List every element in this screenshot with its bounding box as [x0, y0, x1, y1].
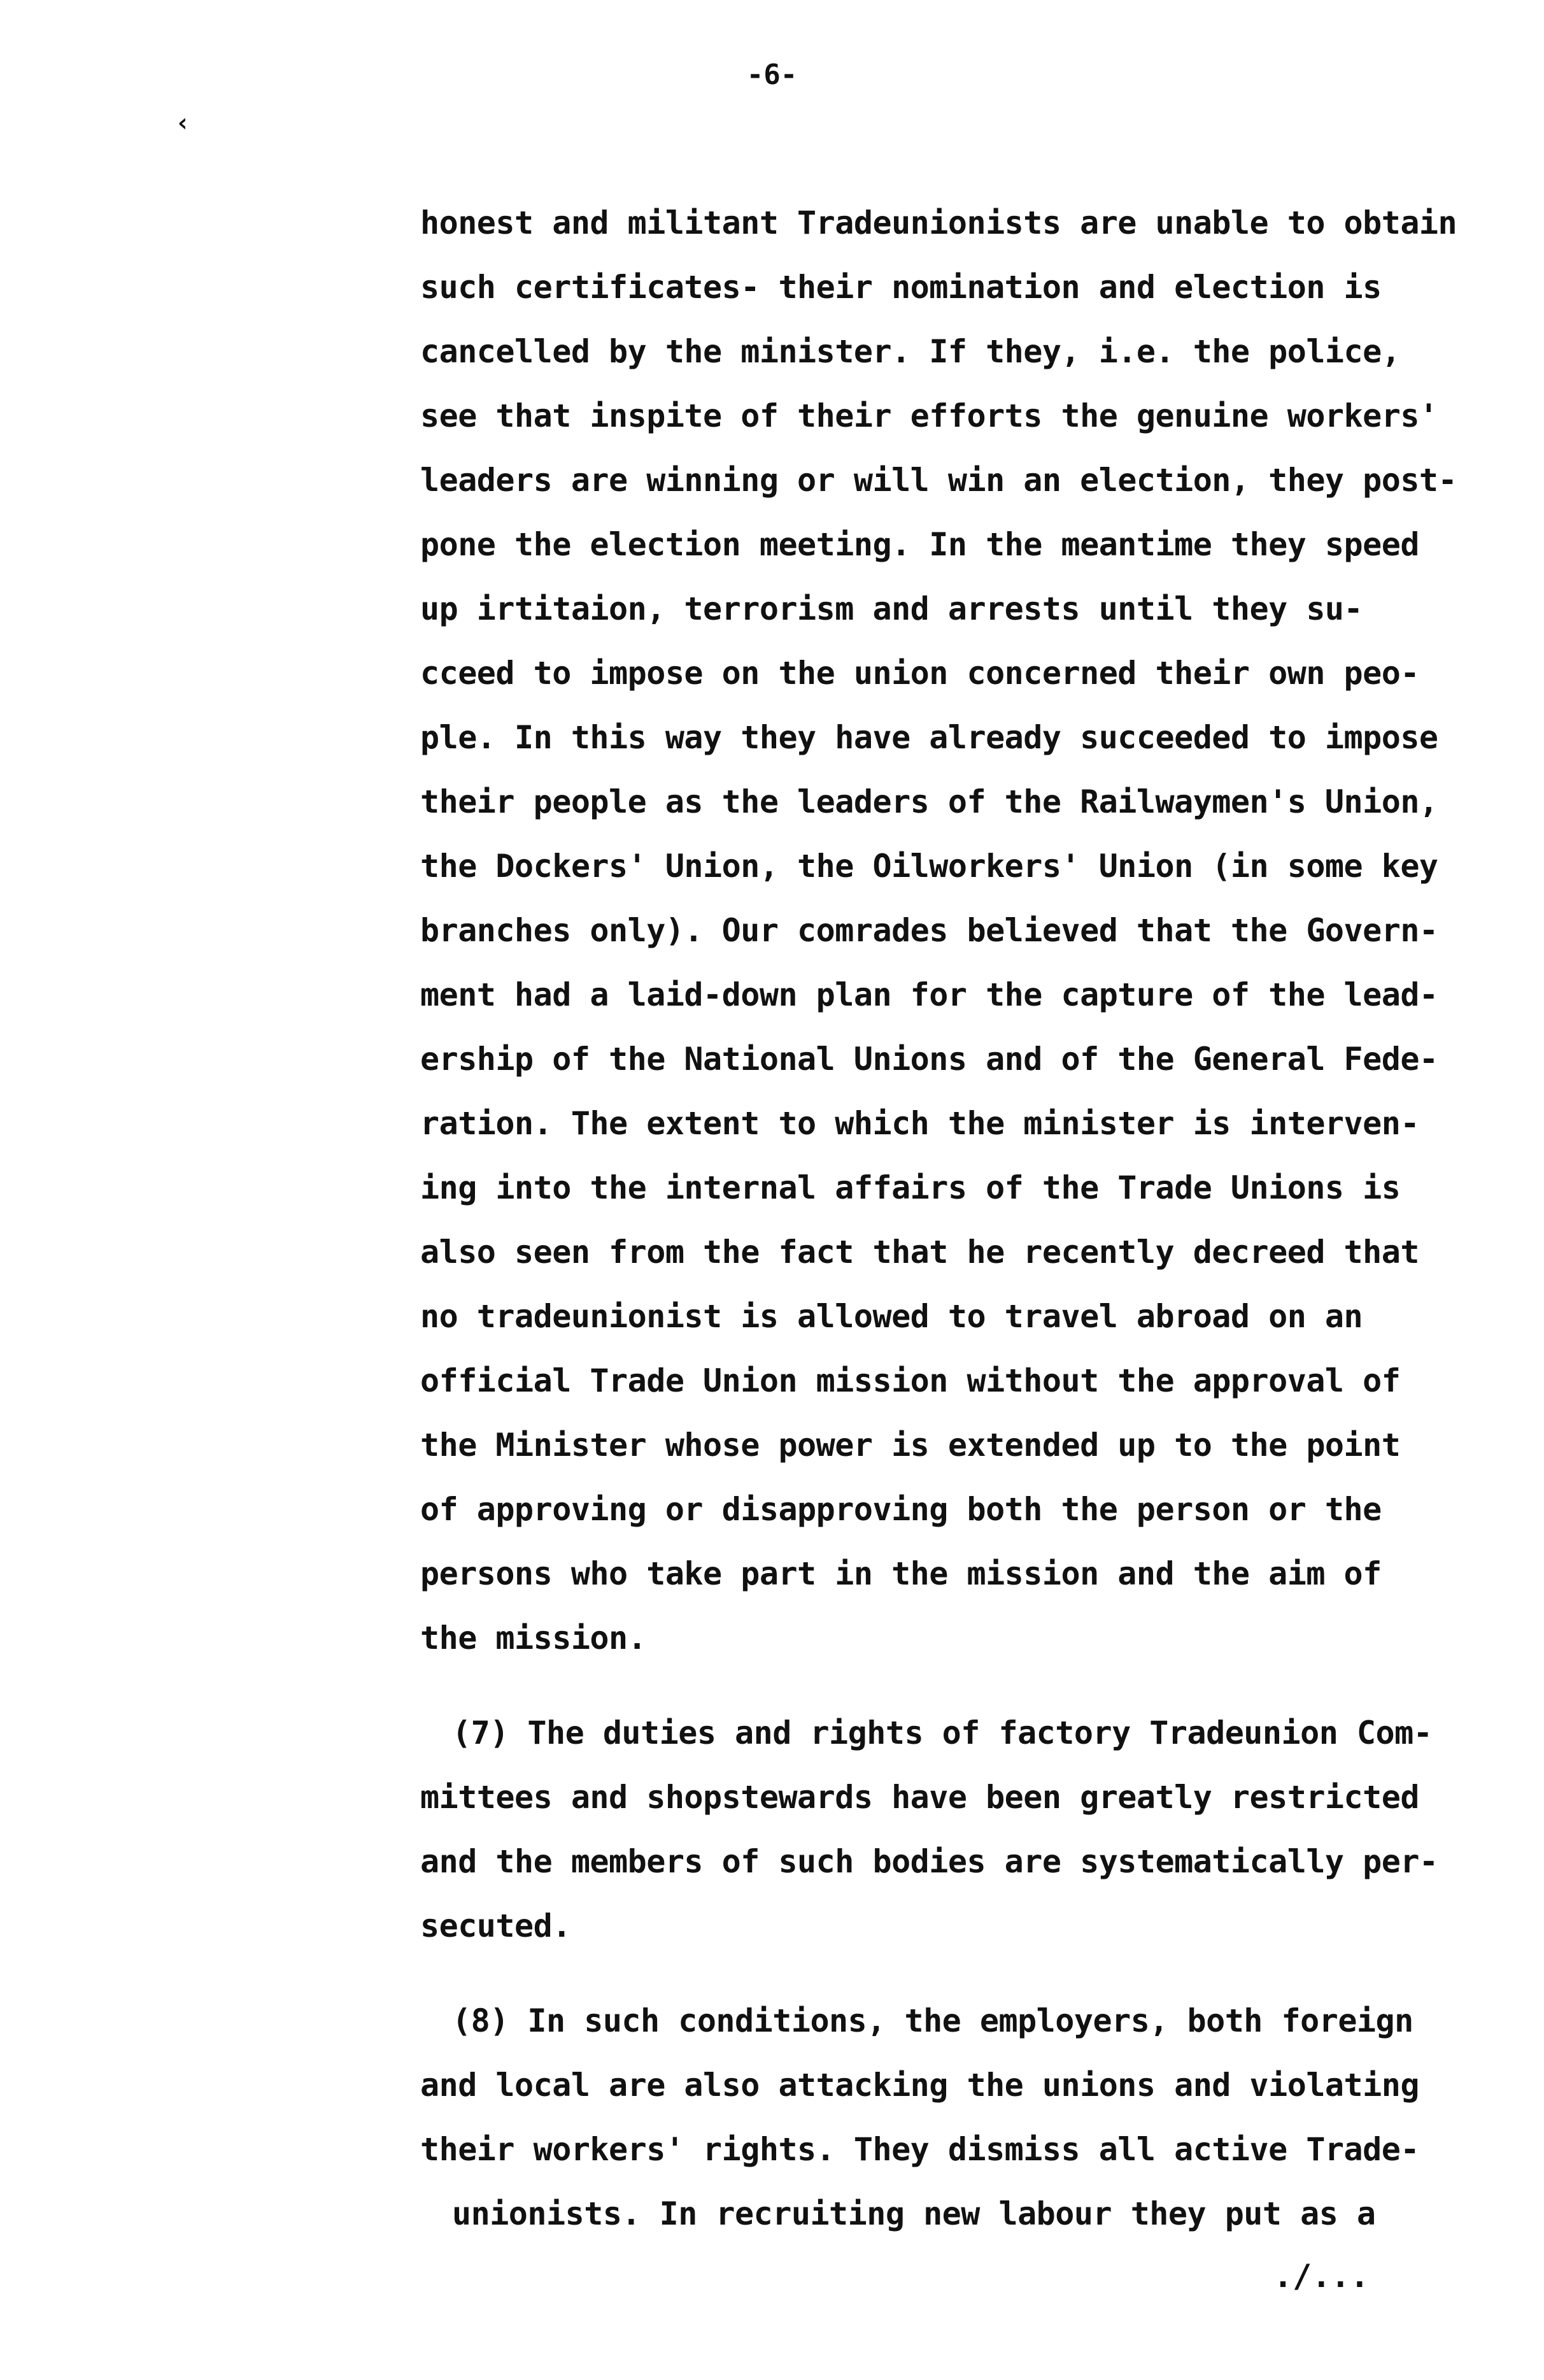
text-line: (8) In such conditions, the employers, both foreign — [452, 2002, 1413, 2039]
text-line: up irtitaion, terrorism and arrests until they su- — [420, 590, 1363, 627]
text-line: see that inspite of their efforts the genuine workers' — [420, 397, 1438, 434]
text-line: ership of the National Unions and of the General Fede- — [420, 1041, 1438, 1078]
page-number: -6- — [746, 59, 798, 91]
text-line: and local are also attacking the unions and violating — [420, 2067, 1419, 2104]
text-line: cancelled by the minister. If they, i.e. the police, — [420, 333, 1401, 370]
paragraph-1 — [420, 191, 1503, 1671]
text-line: ple. In this way they have already succeeded to impose — [420, 719, 1438, 756]
text-line: such certificates- their nomination and election is — [420, 269, 1382, 306]
text-line: ration. The extent to which the minister is interven- — [420, 1105, 1419, 1142]
text-line: branches only). Our comrades believed that the Govern- — [420, 912, 1438, 949]
paragraph-8 — [420, 1989, 1503, 2246]
text-line: also seen from the fact that he recently decreed that — [420, 1234, 1419, 1271]
text-line: their people as the leaders of the Railwaymen's Union, — [420, 783, 1438, 820]
text-line: ing into the internal affairs of the Trade Unions is — [420, 1169, 1401, 1206]
stray-mark: ‹ — [175, 108, 191, 138]
text-line: their workers' rights. They dismiss all active Trade- — [420, 2131, 1419, 2168]
text-line: pone the election meeting. In the meantime they speed — [420, 526, 1419, 563]
text-line: persons who take part in the mission and the aim of — [420, 1555, 1382, 1592]
text-line: unionists. In recruiting new labour they put as a — [452, 2195, 1376, 2232]
text-line: mittees and shopstewards have been greatly restricted — [420, 1779, 1419, 1816]
text-line: no tradeunionist is allowed to travel abroad on an — [420, 1298, 1363, 1335]
text-line: honest and militant Tradeunionists are unable to obtain — [420, 204, 1457, 241]
text-line: of approving or disapproving both the person or the — [420, 1491, 1382, 1528]
text-line: the Dockers' Union, the Oilworkers' Union (in some key — [420, 848, 1438, 885]
text-line: cceed to impose on the union concerned their own peo- — [420, 655, 1419, 692]
text-line: secuted. — [420, 1907, 571, 1944]
document-body — [420, 191, 1503, 2246]
text-line: leaders are winning or will win an election, they post- — [420, 462, 1457, 499]
text-line: official Trade Union mission without the approval of — [420, 1362, 1401, 1399]
text-line: the Minister whose power is extended up to the point — [420, 1427, 1401, 1464]
text-line: and the members of such bodies are systematically per- — [420, 1843, 1438, 1880]
continuation-mark: ./... — [1273, 2258, 1370, 2295]
paragraph-7 — [420, 1701, 1503, 1958]
text-line: ment had a laid-down plan for the capture of the lead- — [420, 976, 1438, 1013]
text-line: (7) The duties and rights of factory Tradeunion Com- — [452, 1714, 1433, 1751]
text-line: the mission. — [420, 1620, 647, 1657]
